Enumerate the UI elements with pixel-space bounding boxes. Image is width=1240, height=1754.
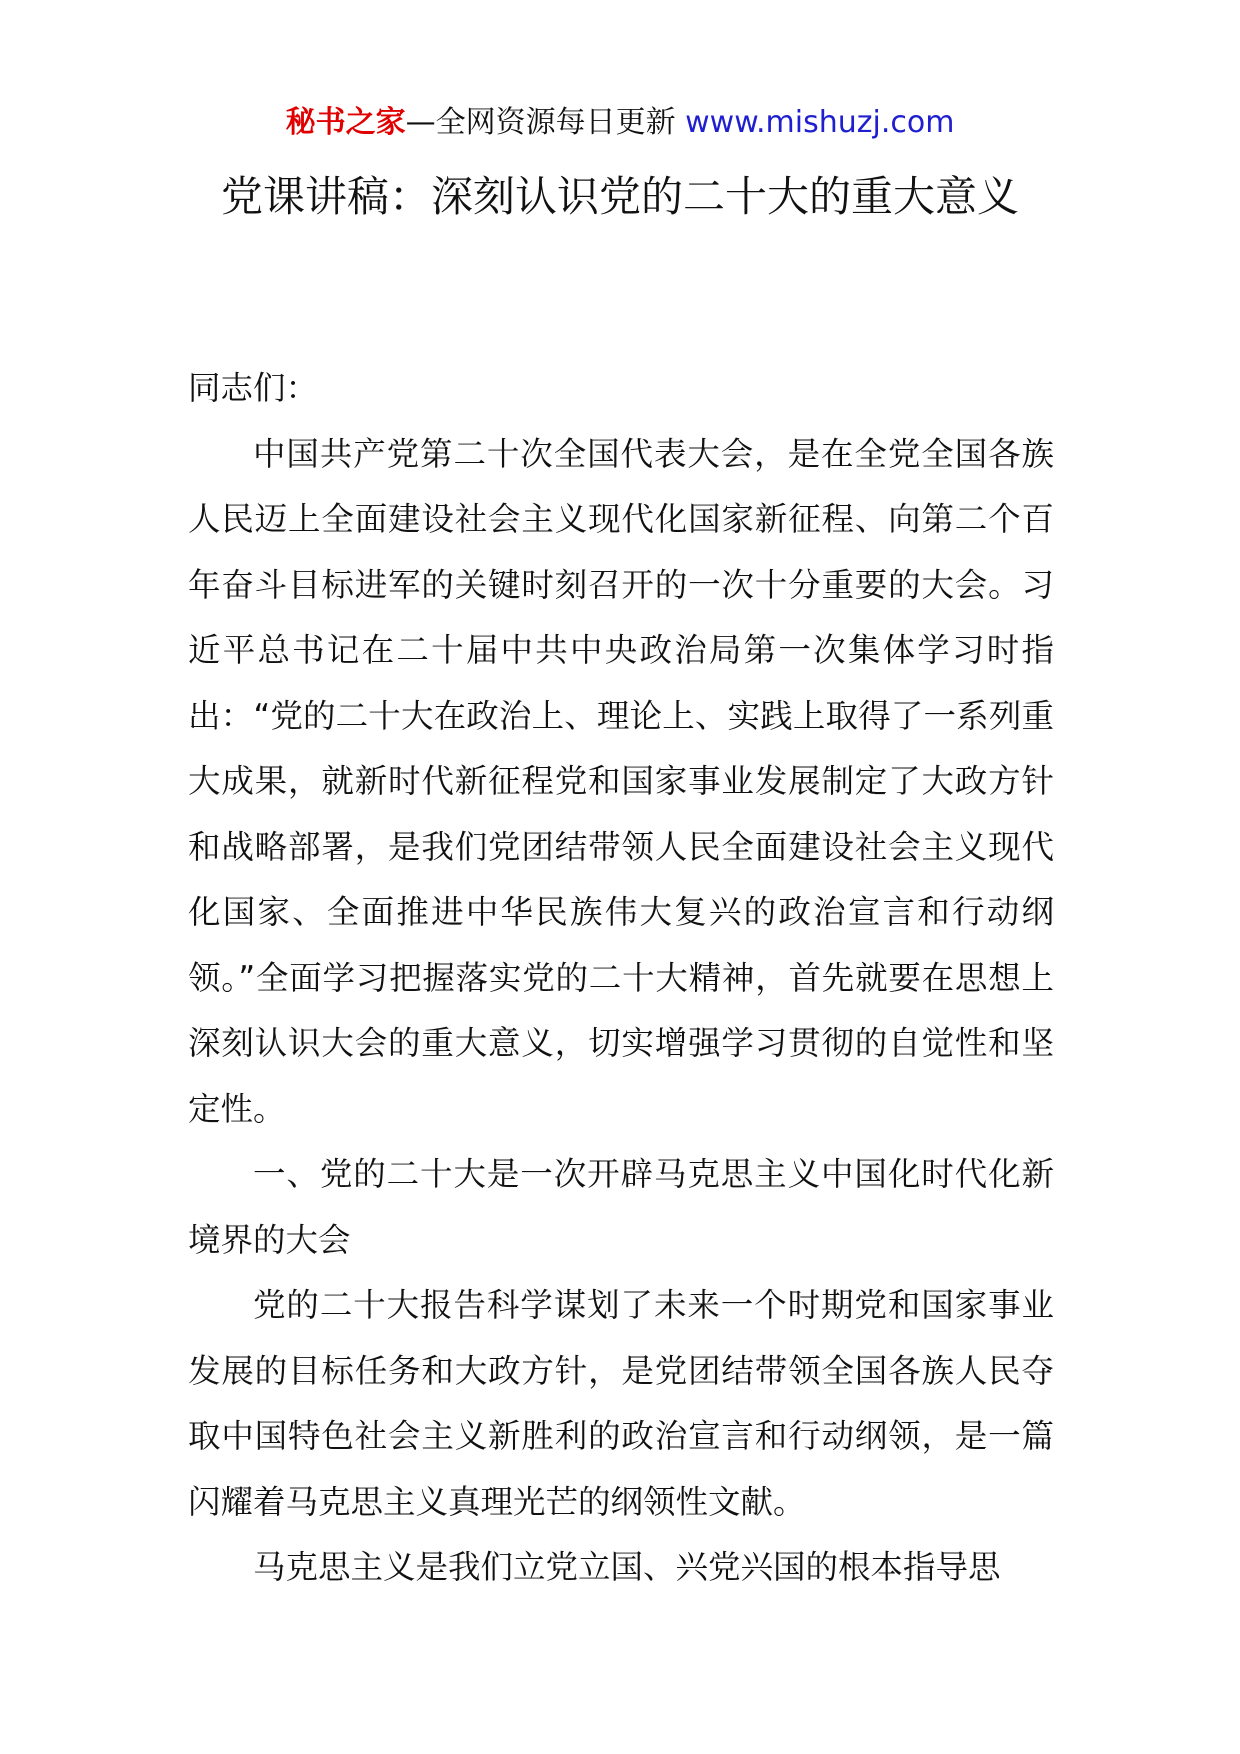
- document-body: [188, 356, 1054, 1601]
- site-header: [0, 103, 1240, 143]
- body-paragraph: 党的二十大报告科学谋划了未来一个时期党和国家事业发展的目标任务和大政方针，是党团结带领全国各族人民夺取中国特色社会主义新胜利的政治宣言和行动纲领，是一篇闪耀着马克思主义真理光芒的纲领性文献。: [188, 1286, 1054, 1521]
- brand-name: 秘书之家: [285, 105, 406, 140]
- section-heading: 一、党的二十大是一次开辟马克思主义中国化时代化新境界的大会: [188, 1155, 1054, 1259]
- body-paragraph: 中国共产党第二十次全国代表大会，是在全党全国各族人民迈上全面建设社会主义现代化国家新征程、向第二个百年奋斗目标进军的关键时刻召开的一次十分重要的大会。习近平总书记在二十届中共中央政治局第一次集体学习时指出：“党的二十大在政治上、理论上、实践上取得了一系列重大成果，就新时代新征程党和国家事业发展制定了大政方针和战略部署，是我们党团结带领人民全面建设社会主义现代化国家、全面推进中华民族伟大复兴的政治宣言和行动纲领。”全面学习把握落实党的二十大精神，首先就要在思想上深刻认识大会的重大意义，切实增强学习贯彻的自觉性和坚定性。: [188, 434, 1054, 1128]
- header-tagline: —全网资源每日更新: [405, 105, 686, 140]
- site-url-link[interactable]: www.mishuzj.com: [685, 105, 955, 140]
- body-paragraph: 马克思主义是我们立党立国、兴党兴国的根本指导思: [253, 1548, 1001, 1586]
- salutation: 同志们：: [188, 369, 319, 407]
- document-title: 党课讲稿：深刻认识党的二十大的重大意义: [220, 172, 1019, 221]
